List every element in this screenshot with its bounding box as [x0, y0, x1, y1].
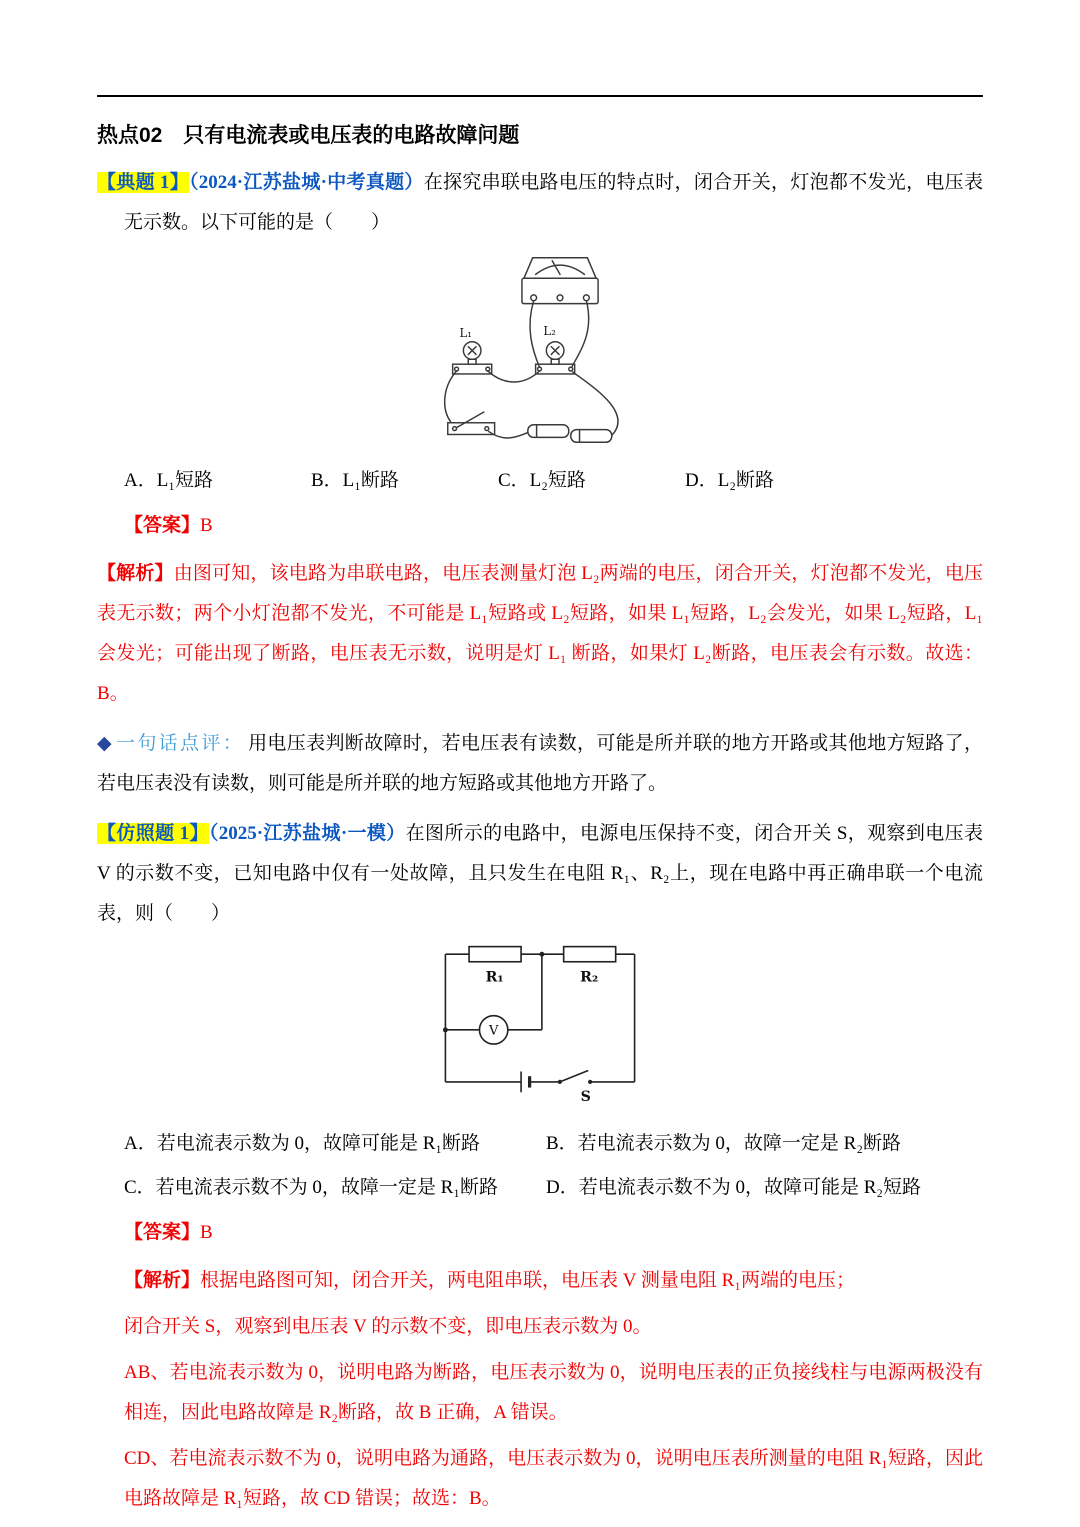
problem2-analysis-line [97, 1261, 983, 1301]
problem2-answer [97, 1213, 983, 1253]
r2-label: R₂ [580, 969, 599, 986]
problem2-question: 在图所示的电路中，电源电压保持不变，闭合开关 S，观察到电压表 V 的示数不变，已知电路中仅有一处故障，且只发生在电阻 R₁、R₂上，现在电路中再正确串联一个电流表，则（ ） [97, 823, 983, 924]
answer-value: B [200, 515, 213, 536]
tip-label: 一句话点评： [115, 733, 245, 754]
answer-tag: 【答案】 [124, 1222, 201, 1243]
problem1-options [97, 464, 983, 498]
analysis-text: 根据电路图可知，闭合开关，两电阻串联，电压表 V 测量电阻 R₁两端的电压； [200, 1270, 855, 1291]
circuit-photo-figure [97, 249, 983, 454]
option-a: A．L₁短路 [124, 470, 213, 491]
problem2-analysis-line [97, 1439, 983, 1519]
option-b: B．L₁断路 [311, 470, 399, 491]
answer-value: B [200, 1222, 213, 1243]
analysis-text: 闭合开关 S，观察到电压表 V 的示数不变，即电压表示数为 0。 [124, 1316, 652, 1337]
tip-row [97, 724, 983, 804]
option-d: D．L₂断路 [685, 470, 774, 491]
problem1-source: （2024·江苏盐城·中考真题） [189, 172, 424, 193]
analysis-text: AB、若电流表示数为 0，说明电路为断路，电压表示数为 0，说明电压表的正负接线柱与电源两极没有相连，因此电路故障是 R₂断路，故 B 正确，A 错误。 [124, 1362, 983, 1423]
option-c: C．若电流表示数不为 0，故障一定是 R₁断路 [124, 1177, 498, 1198]
problem2-analysis-line [97, 1353, 983, 1433]
problem1-analysis [97, 554, 983, 714]
section-title: 热点02 只有电流表或电压表的电路故障问题 [97, 124, 520, 147]
problem1-question: 在探究串联电路电压的特点时，闭合开关，灯泡都不发光，电压表无示数。以下可能的是（ ） [124, 172, 983, 233]
problem1-tag: 【典题 1】 [97, 172, 190, 193]
problem2-source: （2025·江苏盐城·一模） [208, 823, 406, 844]
problem2-options [97, 1127, 983, 1205]
lamp1-label: L₁ [458, 325, 472, 340]
lamp2-label: L₂ [542, 323, 556, 338]
option-c: C．L₂短路 [498, 470, 586, 491]
series-circuit-photo [438, 249, 643, 454]
problem2-analysis-line [97, 1307, 983, 1347]
diamond-icon: ◆ [97, 733, 112, 754]
analysis-tag: 【解析】 [124, 1270, 201, 1291]
answer-tag: 【答案】 [124, 515, 201, 536]
option-a: A．若电流表示数为 0，故障可能是 R₁断路 [124, 1133, 481, 1154]
problem2-intro [97, 814, 983, 934]
problem1-answer [97, 506, 983, 546]
circuit-diagram-figure [97, 940, 983, 1115]
tip-text: 用电压表判断故障时，若电压表有读数，可能是所并联的地方开路或其他地方短路了，若电压表没有读数，则可能是所并联的地方短路或其他地方开路了。 [97, 733, 983, 794]
analysis-tag: 【解析】 [97, 563, 174, 584]
voltmeter-label: V [488, 1023, 499, 1039]
option-d: D．若电流表示数不为 0，故障可能是 R₂短路 [546, 1177, 922, 1198]
r1-label: R₁ [485, 969, 504, 986]
problem1-intro [97, 163, 983, 243]
switch-label: S [580, 1088, 591, 1105]
analysis-text: CD、若电流表示数不为 0，说明电路为通路，电压表示数为 0，说明电压表所测量的电阻 R₁短路，因此电路故障是 R₁短路，故 CD 错误；故选：B。 [124, 1448, 983, 1509]
analysis-text: 由图可知，该电路为串联电路，电压表测量灯泡 L₂两端的电压，闭合开关，灯泡都不发光，电压表无示数；两个小灯泡都不发光，不可能是 L₁短路或 L₂短路，如果 L₁短路，L₂会发光，如果 L₂短路，L₁会发光；可能出现了断路，电压表无示数，说明是灯 L₁ 断路，如果灯 L₂断路，电压表会有示数。故选：B。 [97, 563, 983, 704]
option-b: B．若电流表示数为 0，故障一定是 R₂断路 [546, 1133, 901, 1154]
problem2-tag: 【仿照题 1】 [97, 823, 209, 844]
r1-r2-voltmeter-circuit [431, 940, 649, 1115]
header-rule [97, 95, 983, 97]
